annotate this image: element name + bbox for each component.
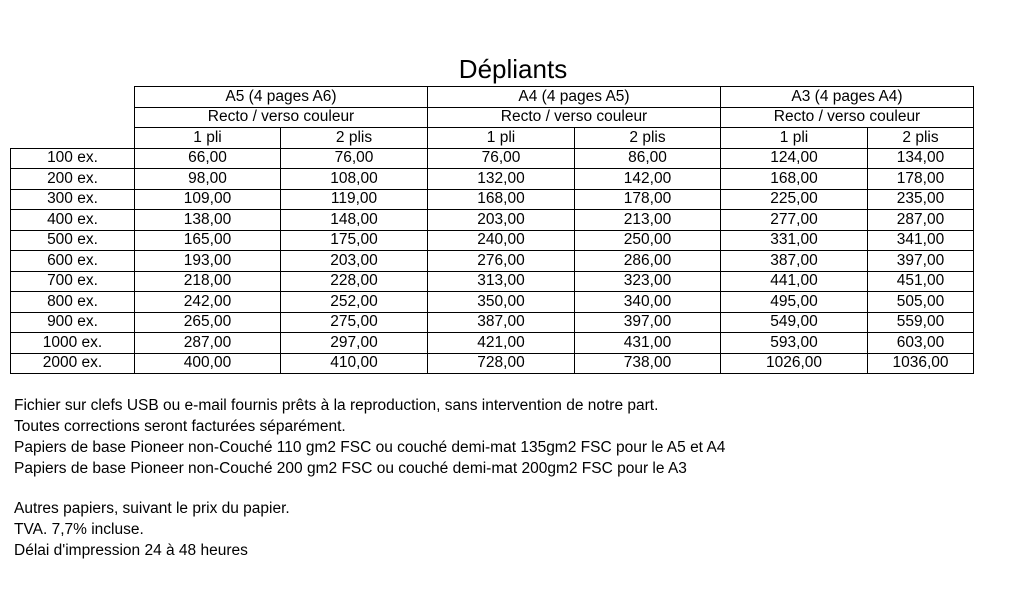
price-cell: 228,00 <box>281 271 428 292</box>
quantity-cell: 2000 ex. <box>11 353 135 374</box>
note-line: TVA. 7,7% incluse. <box>14 521 144 538</box>
price-cell: 178,00 <box>868 169 974 190</box>
price-cell: 165,00 <box>135 230 281 251</box>
quantity-cell: 300 ex. <box>11 189 135 210</box>
quantity-cell: 1000 ex. <box>11 333 135 354</box>
price-cell: 277,00 <box>721 210 868 231</box>
notes-spacer <box>14 479 725 498</box>
price-cell: 132,00 <box>428 169 575 190</box>
page-title: Dépliants <box>458 54 568 84</box>
price-cell: 218,00 <box>135 271 281 292</box>
price-cell: 98,00 <box>135 169 281 190</box>
price-cell: 108,00 <box>281 169 428 190</box>
price-cell: 287,00 <box>135 333 281 354</box>
table-row <box>11 292 974 313</box>
quantity-cell: 700 ex. <box>11 271 135 292</box>
fold-header: 1 pli <box>428 128 575 149</box>
price-cell: 193,00 <box>135 251 281 272</box>
fold-header: 2 plis <box>868 128 974 149</box>
price-cell: 728,00 <box>428 353 575 374</box>
price-cell: 235,00 <box>868 189 974 210</box>
price-cell: 495,00 <box>721 292 868 313</box>
price-cell: 313,00 <box>428 271 575 292</box>
price-cell: 421,00 <box>428 333 575 354</box>
price-cell: 297,00 <box>281 333 428 354</box>
price-cell: 350,00 <box>428 292 575 313</box>
table-row <box>11 210 974 231</box>
table-row <box>11 333 974 354</box>
price-cell: 431,00 <box>575 333 721 354</box>
price-cell: 340,00 <box>575 292 721 313</box>
price-cell: 250,00 <box>575 230 721 251</box>
quantity-cell: 900 ex. <box>11 312 135 333</box>
price-cell: 175,00 <box>281 230 428 251</box>
corner-blank <box>11 128 135 149</box>
price-cell: 124,00 <box>721 148 868 169</box>
quantity-cell: 500 ex. <box>11 230 135 251</box>
note-line: Papiers de base Pioneer non-Couché 110 gm2 FSC ou couché demi-mat 135gm2 FSC pour le A5 et A4 <box>14 439 726 456</box>
note-line: Fichier sur clefs USB ou e-mail fournis prêts à la reproduction, sans intervention de notre part. <box>14 397 659 414</box>
quantity-cell: 600 ex. <box>11 251 135 272</box>
price-cell: 240,00 <box>428 230 575 251</box>
price-cell: 286,00 <box>575 251 721 272</box>
format-header: A3 (4 pages A4) <box>721 87 974 108</box>
price-cell: 275,00 <box>281 312 428 333</box>
price-cell: 738,00 <box>575 353 721 374</box>
print-header: Recto / verso couleur <box>721 107 974 128</box>
price-cell: 213,00 <box>575 210 721 231</box>
price-rows <box>11 148 974 374</box>
note-line: Autres papiers, suivant le prix du papier. <box>14 500 290 517</box>
price-cell: 397,00 <box>868 251 974 272</box>
price-cell: 148,00 <box>281 210 428 231</box>
price-cell: 549,00 <box>721 312 868 333</box>
price-cell: 119,00 <box>281 189 428 210</box>
price-cell: 1036,00 <box>868 353 974 374</box>
price-cell: 451,00 <box>868 271 974 292</box>
format-header: A5 (4 pages A6) <box>135 87 428 108</box>
table-row <box>11 251 974 272</box>
price-cell: 441,00 <box>721 271 868 292</box>
note-line: Papiers de base Pioneer non-Couché 200 gm2 FSC ou couché demi-mat 200gm2 FSC pour le A3 <box>14 460 687 477</box>
fold-header: 1 pli <box>135 128 281 149</box>
quantity-cell: 400 ex. <box>11 210 135 231</box>
corner-blank <box>11 107 135 128</box>
print-header: Recto / verso couleur <box>135 107 428 128</box>
price-cell: 603,00 <box>868 333 974 354</box>
table-row <box>11 230 974 251</box>
price-cell: 168,00 <box>721 169 868 190</box>
fold-header: 2 plis <box>575 128 721 149</box>
price-cell: 387,00 <box>721 251 868 272</box>
table-row <box>11 312 974 333</box>
price-cell: 410,00 <box>281 353 428 374</box>
price-cell: 225,00 <box>721 189 868 210</box>
price-cell: 242,00 <box>135 292 281 313</box>
price-cell: 331,00 <box>721 230 868 251</box>
price-cell: 265,00 <box>135 312 281 333</box>
print-header-row <box>11 107 974 128</box>
note-line: Délai d'impression 24 à 48 heures <box>14 542 248 559</box>
price-cell: 76,00 <box>281 148 428 169</box>
price-cell: 178,00 <box>575 189 721 210</box>
quantity-cell: 200 ex. <box>11 169 135 190</box>
price-cell: 76,00 <box>428 148 575 169</box>
quantity-cell: 800 ex. <box>11 292 135 313</box>
price-cell: 276,00 <box>428 251 575 272</box>
price-cell: 86,00 <box>575 148 721 169</box>
table-row <box>11 148 974 169</box>
fold-header-row <box>11 128 974 149</box>
price-cell: 168,00 <box>428 189 575 210</box>
price-cell: 109,00 <box>135 189 281 210</box>
price-cell: 397,00 <box>575 312 721 333</box>
price-cell: 593,00 <box>721 333 868 354</box>
price-cell: 400,00 <box>135 353 281 374</box>
price-cell: 134,00 <box>868 148 974 169</box>
fold-header: 1 pli <box>721 128 868 149</box>
format-header: A4 (4 pages A5) <box>428 87 721 108</box>
price-cell: 559,00 <box>868 312 974 333</box>
price-cell: 203,00 <box>428 210 575 231</box>
price-cell: 387,00 <box>428 312 575 333</box>
price-cell: 138,00 <box>135 210 281 231</box>
price-cell: 1026,00 <box>721 353 868 374</box>
price-cell: 66,00 <box>135 148 281 169</box>
price-cell: 287,00 <box>868 210 974 231</box>
notes <box>14 395 725 561</box>
table-row <box>11 353 974 374</box>
fold-header: 2 plis <box>281 128 428 149</box>
price-cell: 252,00 <box>281 292 428 313</box>
note-line: Toutes corrections seront facturées séparément. <box>14 418 346 435</box>
corner-blank <box>11 87 135 108</box>
format-header-row <box>11 87 974 108</box>
quantity-cell: 100 ex. <box>11 148 135 169</box>
table-row <box>11 169 974 190</box>
print-header: Recto / verso couleur <box>428 107 721 128</box>
table-row <box>11 189 974 210</box>
price-cell: 341,00 <box>868 230 974 251</box>
price-cell: 203,00 <box>281 251 428 272</box>
price-cell: 323,00 <box>575 271 721 292</box>
price-cell: 142,00 <box>575 169 721 190</box>
price-cell: 505,00 <box>868 292 974 313</box>
price-table <box>10 86 974 374</box>
table-row <box>11 271 974 292</box>
